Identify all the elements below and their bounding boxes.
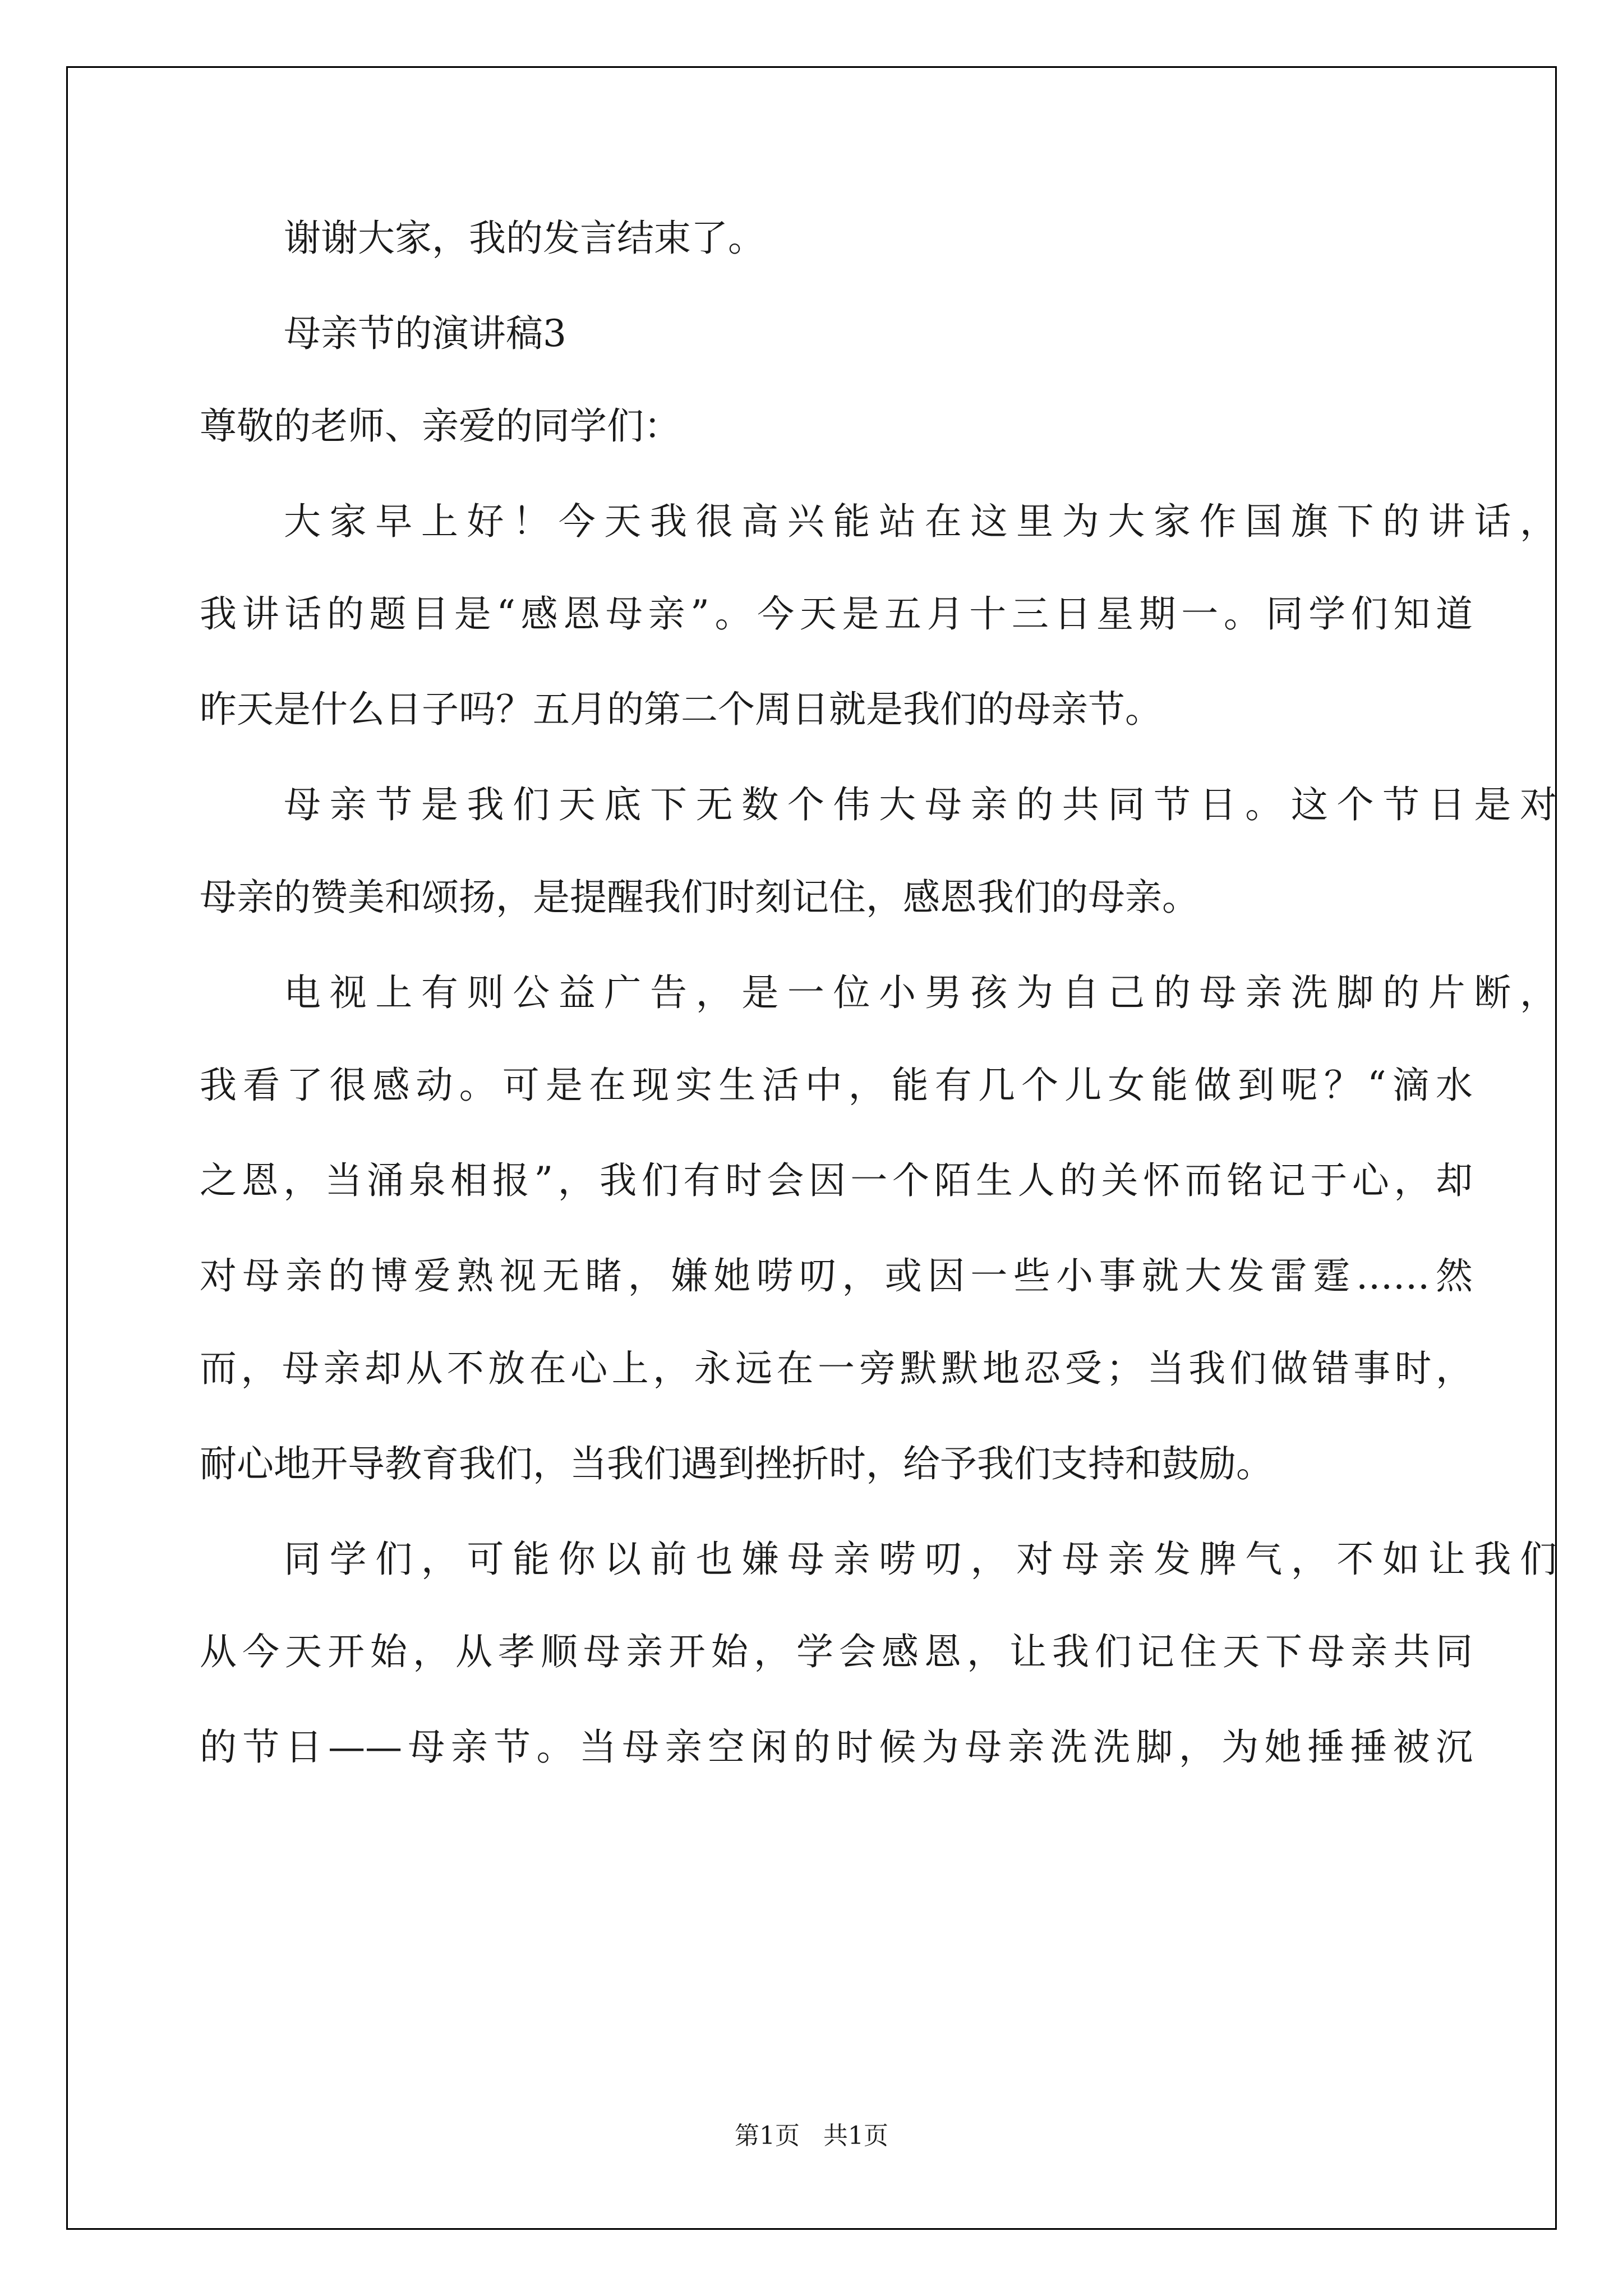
paragraph-line: 母亲节是我们天底下无数个伟大母亲的共同节日。这个节日是对 [284,783,1557,826]
paragraph-line: 的节日——母亲节。当母亲空闲的时候为母亲洗洗脚，为她捶捶被沉 [200,1726,1473,1769]
paragraph-line: 电视上有则公益广告，是一位小男孩为自己的母亲洗脚的片断， [284,971,1557,1014]
page-footer [0,2119,1623,2153]
paragraph-line: 我讲话的题目是“感恩母亲”。今天是五月十三日星期一。同学们知道 [200,592,1473,636]
paragraph-line: 对母亲的博爱熟视无睹，嫌她唠叨，或因一些小事就大发雷霆……然 [200,1254,1473,1297]
paragraph-line: 我看了很感动。可是在现实生活中，能有几个儿女能做到呢？“滴水 [200,1064,1473,1107]
paragraph-line: 而，母亲却从不放在心上，永远在一旁默默地忍受；当我们做错事时， [200,1347,1473,1390]
page-border [66,66,1557,2230]
paragraph-line: 母亲的赞美和颂扬，是提醒我们时刻记住，感恩我们的母亲。 [200,876,1199,919]
closing-remark: 谢谢大家，我的发言结束了。 [284,217,765,260]
paragraph-line: 昨天是什么日子吗？五月的第二个周日就是我们的母亲节。 [200,688,1162,731]
paragraph-line: 同学们，可能你以前也嫌母亲唠叨，对母亲发脾气，不如让我们 [284,1538,1557,1581]
section-title: 母亲节的演讲稿3 [284,312,566,355]
page-total: 共1页 [823,2122,888,2150]
paragraph-line: 从今天开始，从孝顺母亲开始，学会感恩，让我们记住天下母亲共同 [200,1630,1473,1673]
paragraph-line: 耐心地开导教育我们，当我们遇到挫折时，给予我们支持和鼓励。 [200,1442,1273,1485]
paragraph-line: 之恩，当涌泉相报”，我们有时会因一个陌生人的关怀而铭记于心，却 [200,1159,1473,1202]
page-number: 第1页 [735,2122,800,2150]
salutation: 尊敬的老师、亲爱的同学们： [200,404,681,448]
paragraph-line: 大家早上好！今天我很高兴能站在这里为大家作国旗下的讲话， [284,500,1557,543]
